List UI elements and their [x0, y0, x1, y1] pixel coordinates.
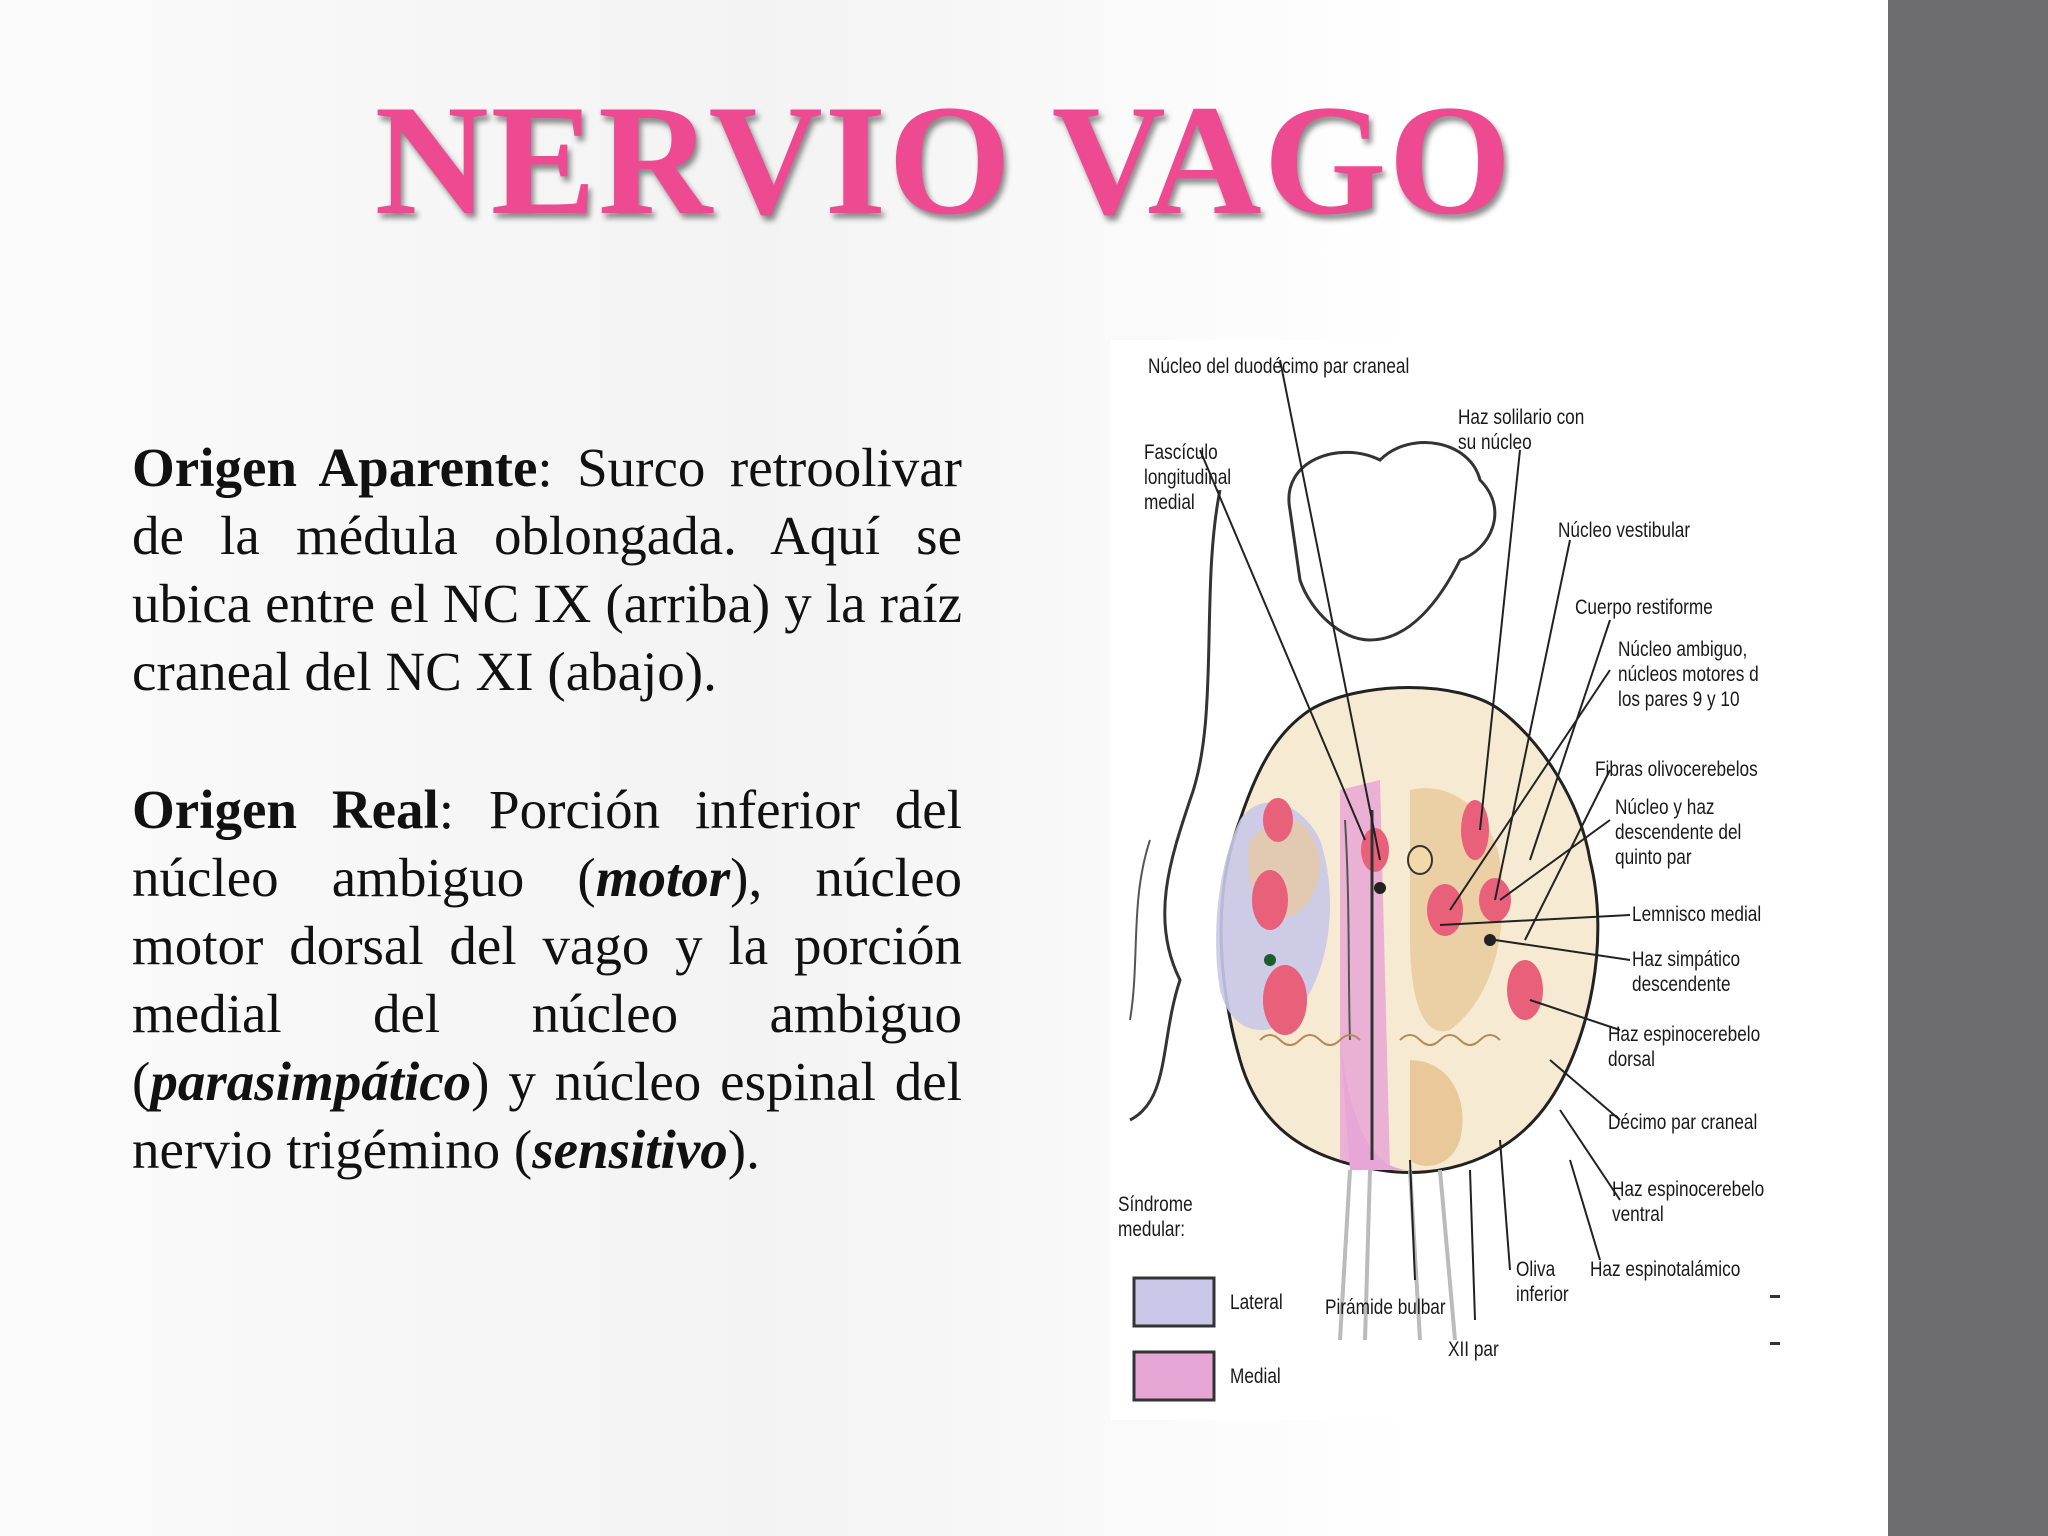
- legend-medial-swatch: [1134, 1352, 1214, 1400]
- label-fasciculo-longitudinal: Fascículo longitudinal medial: [1144, 441, 1232, 514]
- origen-real-label: Origen Real: [132, 779, 439, 840]
- origen-real-text-4: ).: [727, 1119, 760, 1180]
- origen-aparente-text: : Surco retroolivar de la médula oblongada. Aquí se ubica entre el NC IX (arriba) y la raíz craneal del NC XI (abajo).: [132, 437, 962, 702]
- label-oliva-inferior: Oliva inferior: [1516, 1258, 1569, 1306]
- origen-real-text-3: ) y núcleo espinal del nervio trigémino (: [132, 1051, 962, 1180]
- emphasis-parasimpatico: parasimpático: [150, 1051, 472, 1112]
- origen-aparente-label: Origen Aparente: [132, 437, 538, 498]
- label-xii-par: XII par: [1448, 1338, 1499, 1361]
- label-piramide-bulbar: Pirámide bulbar: [1325, 1296, 1446, 1319]
- label-haz-espinocerebelo-ventral: Haz espinocerebelo ventral: [1612, 1178, 1765, 1226]
- medulla-diagram: [1110, 340, 1810, 1420]
- label-haz-espinotalamico: Haz espinotalámico: [1590, 1258, 1741, 1281]
- legend-lateral-label: Lateral: [1230, 1291, 1283, 1314]
- legend-medial-label: Medial: [1230, 1365, 1281, 1388]
- label-nucleo-ambiguo: Núcleo ambiguo, núcleos motores d los pares 9 y 10: [1618, 638, 1759, 711]
- origen-real-text-1: : Porción inferior del núcleo ambiguo (: [132, 779, 962, 908]
- slide-body-text: [132, 434, 962, 1254]
- label-cuerpo-restiforme: Cuerpo restiforme: [1575, 596, 1713, 619]
- label-nucleo-haz-quinto-par: Núcleo y haz descendente del quinto par: [1615, 796, 1742, 869]
- label-sindrome-medular: Síndrome medular:: [1118, 1193, 1193, 1241]
- label-haz-espinocerebelo-dorsal: Haz espinocerebelo dorsal: [1608, 1023, 1761, 1071]
- side-accent-bar: [1888, 0, 2048, 1536]
- paragraph-origen-aparente: [132, 434, 962, 706]
- legend-lateral-swatch: [1134, 1278, 1214, 1326]
- label-decimo-par: Décimo par craneal: [1608, 1111, 1758, 1134]
- slide-title: NERVIO VAGO: [374, 73, 1514, 248]
- label-haz-simpatico: Haz simpático descendente: [1632, 948, 1741, 996]
- emphasis-motor: motor: [595, 847, 731, 908]
- label-fibras-olivocerebelosas: Fibras olivocerebelos: [1595, 758, 1758, 781]
- label-haz-solitario: Haz solilario con su núcleo: [1458, 406, 1585, 454]
- emphasis-sensitivo: sensitivo: [532, 1119, 728, 1180]
- label-nucleo-duodecimo: Núcleo del duodécimo par craneal: [1148, 355, 1410, 378]
- label-nucleo-vestibular: Núcleo vestibular: [1558, 519, 1691, 542]
- paragraph-origen-real: [132, 776, 962, 1184]
- label-lemnisco-medial: Lemnisco medial: [1632, 903, 1762, 926]
- origen-real-text-2: ), núcleo motor dorsal del vago y la porción medial del núcleo ambiguo (: [132, 847, 962, 1112]
